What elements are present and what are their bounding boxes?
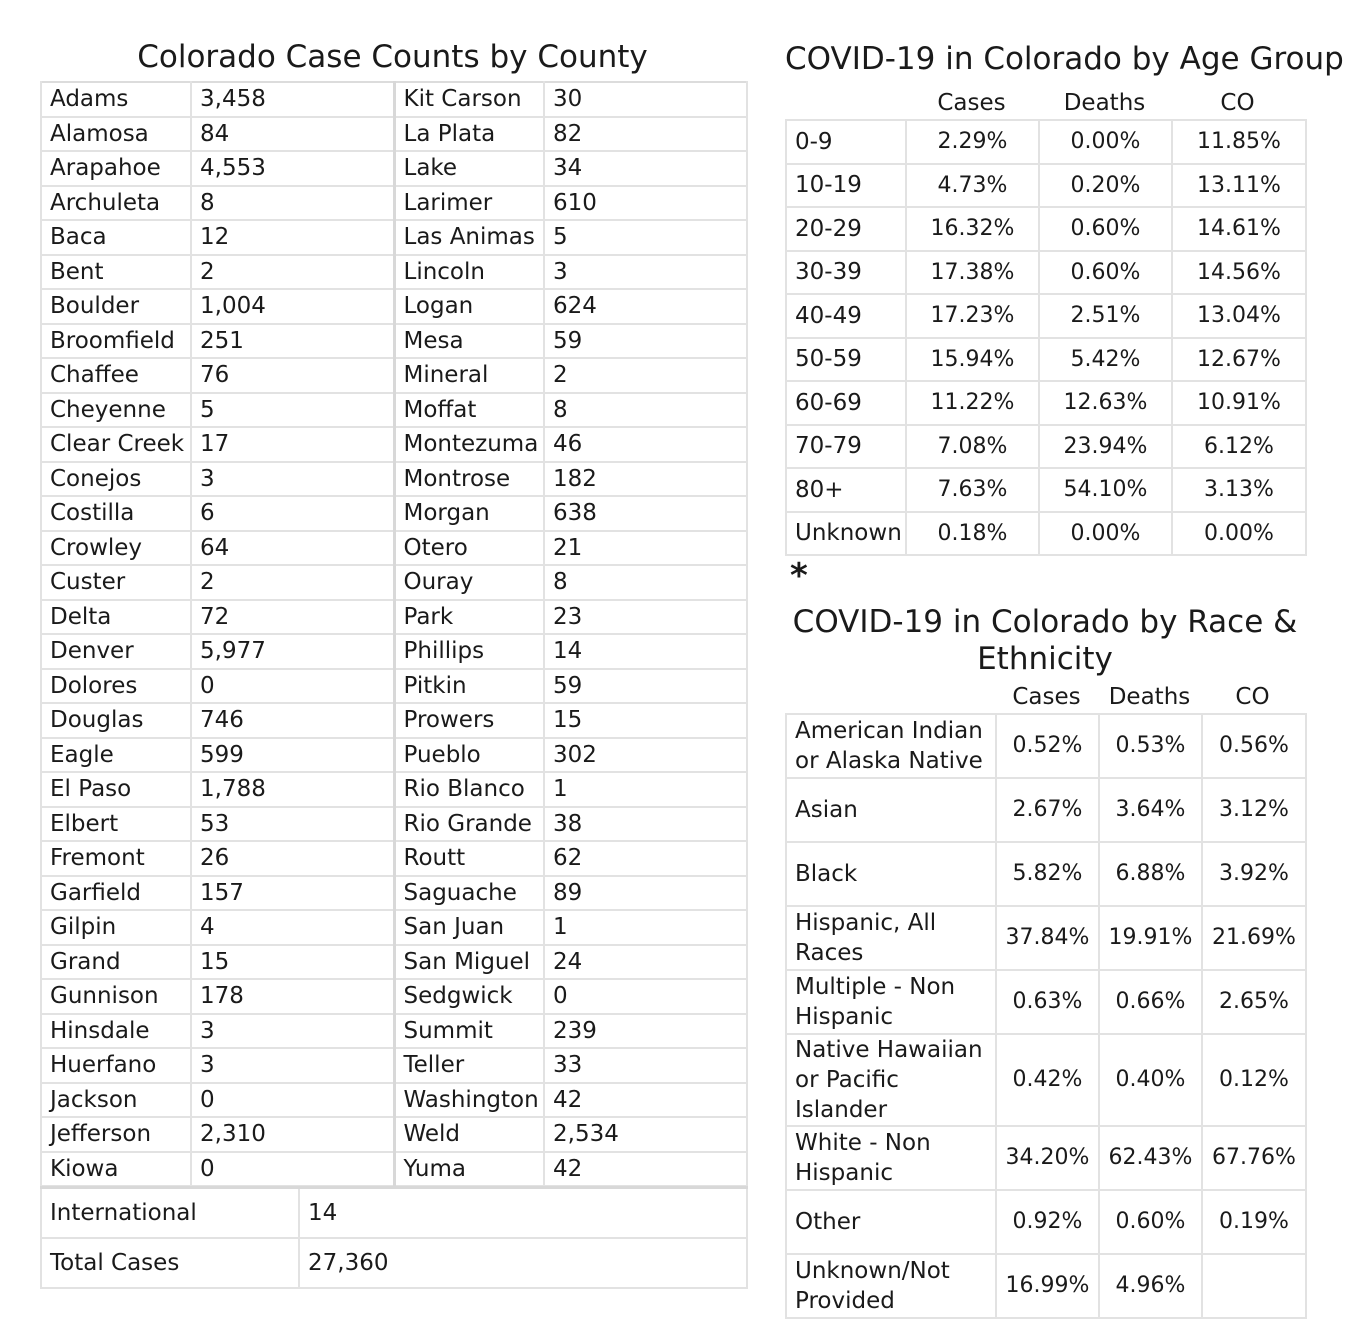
county-count-cell: 178 bbox=[191, 979, 394, 1014]
race-co-cell: 0.19% bbox=[1202, 1190, 1306, 1254]
age-co-cell: 11.85% bbox=[1172, 120, 1306, 164]
county-name-cell: Dolores bbox=[41, 669, 191, 704]
age-header-deaths: Deaths bbox=[1063, 90, 1146, 116]
table-row bbox=[41, 565, 747, 600]
county-name-cell: Rio Blanco bbox=[394, 772, 544, 807]
table-row bbox=[41, 289, 747, 324]
county-name-cell: Eagle bbox=[41, 738, 191, 773]
county-count-cell: 182 bbox=[544, 462, 747, 497]
county-name-cell: Larimer bbox=[394, 186, 544, 221]
race-header-co: CO bbox=[1235, 684, 1270, 710]
race-cases-cell: 2.67% bbox=[996, 778, 1099, 842]
county-count-cell: 624 bbox=[544, 289, 747, 324]
table-row bbox=[41, 186, 747, 221]
age-co-cell: 3.13% bbox=[1172, 468, 1306, 512]
county-name-cell: Mineral bbox=[394, 358, 544, 393]
race-group-cell: Native Hawaiian or Pacific Islander bbox=[786, 1034, 996, 1126]
county-count-cell: 2,534 bbox=[544, 1117, 747, 1152]
county-name-cell: Weld bbox=[394, 1117, 544, 1152]
county-count-cell: 251 bbox=[191, 324, 394, 359]
race-cases-cell: 5.82% bbox=[996, 842, 1099, 906]
county-count-cell: 746 bbox=[191, 703, 394, 738]
county-count-cell: 33 bbox=[544, 1048, 747, 1083]
table-row bbox=[786, 1034, 1306, 1126]
table-row bbox=[41, 634, 747, 669]
table-row bbox=[41, 979, 747, 1014]
table-row bbox=[41, 772, 747, 807]
asterisk-note: * bbox=[790, 556, 808, 596]
county-name-cell: Park bbox=[394, 600, 544, 635]
county-name-cell: Fremont bbox=[41, 841, 191, 876]
county-name-cell: Alamosa bbox=[41, 117, 191, 152]
table-row bbox=[41, 324, 747, 359]
table-row bbox=[786, 1190, 1306, 1254]
table-row bbox=[41, 807, 747, 842]
international-value: 14 bbox=[299, 1188, 747, 1239]
table-row bbox=[41, 841, 747, 876]
age-group-cell: 60-69 bbox=[786, 381, 906, 425]
table-row bbox=[786, 120, 1306, 164]
county-name-cell: Adams bbox=[41, 82, 191, 117]
table-row bbox=[41, 1048, 747, 1083]
county-name-cell: Cheyenne bbox=[41, 393, 191, 428]
county-name-cell: Conejos bbox=[41, 462, 191, 497]
age-group-cell: 30-39 bbox=[786, 251, 906, 295]
age-deaths-cell: 0.00% bbox=[1039, 120, 1172, 164]
age-cases-cell: 7.63% bbox=[906, 468, 1039, 512]
county-name-cell: Arapahoe bbox=[41, 151, 191, 186]
table-row bbox=[41, 669, 747, 704]
county-count-cell: 82 bbox=[544, 117, 747, 152]
county-count-cell: 42 bbox=[544, 1152, 747, 1187]
table-row bbox=[41, 1014, 747, 1049]
county-count-cell: 0 bbox=[191, 1152, 394, 1187]
county-count-cell: 2 bbox=[544, 358, 747, 393]
county-count-cell: 1 bbox=[544, 772, 747, 807]
total-cases-label: Total Cases bbox=[41, 1238, 299, 1288]
county-name-cell: El Paso bbox=[41, 772, 191, 807]
county-name-cell: Clear Creek bbox=[41, 427, 191, 462]
table-row bbox=[41, 910, 747, 945]
table-row bbox=[41, 358, 747, 393]
race-cases-cell: 0.92% bbox=[996, 1190, 1099, 1254]
county-count-cell: 12 bbox=[191, 220, 394, 255]
race-deaths-cell: 0.40% bbox=[1099, 1034, 1202, 1126]
table-row bbox=[41, 1188, 747, 1239]
age-group-cell: 80+ bbox=[786, 468, 906, 512]
race-table-title-line1: COVID-19 in Colorado by Race & bbox=[792, 604, 1298, 640]
county-count-cell: 5 bbox=[191, 393, 394, 428]
county-name-cell: Costilla bbox=[41, 496, 191, 531]
age-cases-cell: 16.32% bbox=[906, 207, 1039, 251]
table-row bbox=[41, 117, 747, 152]
total-cases-value: 27,360 bbox=[299, 1238, 747, 1288]
age-header-cases: Cases bbox=[937, 90, 1006, 116]
county-name-cell: Grand bbox=[41, 945, 191, 980]
county-count-cell: 239 bbox=[544, 1014, 747, 1049]
age-table bbox=[785, 119, 1307, 556]
county-count-cell: 72 bbox=[191, 600, 394, 635]
county-count-cell: 64 bbox=[191, 531, 394, 566]
county-count-cell: 38 bbox=[544, 807, 747, 842]
county-name-cell: Broomfield bbox=[41, 324, 191, 359]
county-table bbox=[40, 81, 748, 1187]
age-co-cell: 13.11% bbox=[1172, 164, 1306, 208]
age-deaths-cell: 0.20% bbox=[1039, 164, 1172, 208]
county-name-cell: Morgan bbox=[394, 496, 544, 531]
county-count-cell: 24 bbox=[544, 945, 747, 980]
county-name-cell: Crowley bbox=[41, 531, 191, 566]
table-row bbox=[786, 842, 1306, 906]
age-group-cell: 70-79 bbox=[786, 425, 906, 469]
county-count-cell: 15 bbox=[544, 703, 747, 738]
age-deaths-cell: 5.42% bbox=[1039, 338, 1172, 382]
county-count-cell: 46 bbox=[544, 427, 747, 462]
county-count-cell: 8 bbox=[544, 565, 747, 600]
age-co-cell: 0.00% bbox=[1172, 512, 1306, 556]
table-row bbox=[786, 164, 1306, 208]
county-count-cell: 2,310 bbox=[191, 1117, 394, 1152]
table-row bbox=[786, 1126, 1306, 1190]
county-count-cell: 3 bbox=[191, 1048, 394, 1083]
age-cases-cell: 7.08% bbox=[906, 425, 1039, 469]
county-count-cell: 3 bbox=[191, 1014, 394, 1049]
age-co-cell: 13.04% bbox=[1172, 294, 1306, 338]
age-group-cell: 40-49 bbox=[786, 294, 906, 338]
age-deaths-cell: 23.94% bbox=[1039, 425, 1172, 469]
table-row bbox=[41, 1152, 747, 1187]
table-row bbox=[41, 462, 747, 497]
county-count-cell: 59 bbox=[544, 324, 747, 359]
table-row bbox=[786, 906, 1306, 970]
county-count-cell: 6 bbox=[191, 496, 394, 531]
table-row bbox=[41, 945, 747, 980]
race-co-cell: 3.92% bbox=[1202, 842, 1306, 906]
race-group-cell: Multiple - Non Hispanic bbox=[786, 970, 996, 1034]
table-row bbox=[786, 207, 1306, 251]
table-row bbox=[786, 512, 1306, 556]
county-count-cell: 3 bbox=[544, 255, 747, 290]
age-co-cell: 14.56% bbox=[1172, 251, 1306, 295]
county-name-cell: Bent bbox=[41, 255, 191, 290]
table-row bbox=[41, 1083, 747, 1118]
table-row bbox=[41, 600, 747, 635]
county-name-cell: Jackson bbox=[41, 1083, 191, 1118]
age-deaths-cell: 0.60% bbox=[1039, 251, 1172, 295]
table-row bbox=[41, 82, 747, 117]
race-co-cell: 3.12% bbox=[1202, 778, 1306, 842]
county-name-cell: Pitkin bbox=[394, 669, 544, 704]
county-count-cell: 5,977 bbox=[191, 634, 394, 669]
county-name-cell: Phillips bbox=[394, 634, 544, 669]
county-name-cell: Las Animas bbox=[394, 220, 544, 255]
table-row bbox=[786, 381, 1306, 425]
race-cases-cell: 0.63% bbox=[996, 970, 1099, 1034]
age-table-title: COVID-19 in Colorado by Age Group bbox=[785, 41, 1344, 77]
county-count-cell: 76 bbox=[191, 358, 394, 393]
race-cases-cell: 0.42% bbox=[996, 1034, 1099, 1126]
county-count-cell: 0 bbox=[544, 979, 747, 1014]
county-count-cell: 638 bbox=[544, 496, 747, 531]
race-deaths-cell: 0.66% bbox=[1099, 970, 1202, 1034]
county-count-cell: 1,004 bbox=[191, 289, 394, 324]
county-count-cell: 2 bbox=[191, 565, 394, 600]
county-table-title: Colorado Case Counts by County bbox=[137, 39, 648, 75]
county-name-cell: Chaffee bbox=[41, 358, 191, 393]
race-table-title-line2: Ethnicity bbox=[977, 641, 1113, 677]
race-group-cell: American Indian or Alaska Native bbox=[786, 714, 996, 778]
age-co-cell: 12.67% bbox=[1172, 338, 1306, 382]
age-group-cell: 50-59 bbox=[786, 338, 906, 382]
race-cases-cell: 34.20% bbox=[996, 1126, 1099, 1190]
table-row bbox=[786, 425, 1306, 469]
county-name-cell: Routt bbox=[394, 841, 544, 876]
county-name-cell: Washington bbox=[394, 1083, 544, 1118]
race-deaths-cell: 62.43% bbox=[1099, 1126, 1202, 1190]
county-count-cell: 302 bbox=[544, 738, 747, 773]
county-name-cell: Delta bbox=[41, 600, 191, 635]
age-cases-cell: 17.38% bbox=[906, 251, 1039, 295]
race-cases-cell: 37.84% bbox=[996, 906, 1099, 970]
race-deaths-cell: 0.60% bbox=[1099, 1190, 1202, 1254]
race-deaths-cell: 3.64% bbox=[1099, 778, 1202, 842]
county-name-cell: Elbert bbox=[41, 807, 191, 842]
race-co-cell bbox=[1202, 1254, 1306, 1318]
age-group-cell: Unknown bbox=[786, 512, 906, 556]
table-row bbox=[786, 714, 1306, 778]
table-row bbox=[41, 496, 747, 531]
table-row bbox=[41, 220, 747, 255]
table-row bbox=[786, 970, 1306, 1034]
county-count-cell: 30 bbox=[544, 82, 747, 117]
age-header-co: CO bbox=[1220, 90, 1255, 116]
county-name-cell: Yuma bbox=[394, 1152, 544, 1187]
table-row bbox=[41, 255, 747, 290]
race-co-cell: 0.12% bbox=[1202, 1034, 1306, 1126]
county-count-cell: 3 bbox=[191, 462, 394, 497]
county-count-cell: 15 bbox=[191, 945, 394, 980]
age-cases-cell: 15.94% bbox=[906, 338, 1039, 382]
table-row bbox=[786, 338, 1306, 382]
table-row bbox=[786, 468, 1306, 512]
county-count-cell: 42 bbox=[544, 1083, 747, 1118]
table-row bbox=[41, 151, 747, 186]
county-name-cell: Denver bbox=[41, 634, 191, 669]
race-co-cell: 0.56% bbox=[1202, 714, 1306, 778]
county-name-cell: La Plata bbox=[394, 117, 544, 152]
county-count-cell: 599 bbox=[191, 738, 394, 773]
table-row bbox=[786, 251, 1306, 295]
age-cases-cell: 2.29% bbox=[906, 120, 1039, 164]
table-row bbox=[41, 1238, 747, 1288]
age-deaths-cell: 2.51% bbox=[1039, 294, 1172, 338]
age-cases-cell: 17.23% bbox=[906, 294, 1039, 338]
county-name-cell: San Miguel bbox=[394, 945, 544, 980]
county-count-cell: 62 bbox=[544, 841, 747, 876]
age-deaths-cell: 12.63% bbox=[1039, 381, 1172, 425]
county-name-cell: Montrose bbox=[394, 462, 544, 497]
county-name-cell: Custer bbox=[41, 565, 191, 600]
county-name-cell: Jefferson bbox=[41, 1117, 191, 1152]
county-count-cell: 17 bbox=[191, 427, 394, 462]
county-count-cell: 21 bbox=[544, 531, 747, 566]
race-group-cell: Unknown/Not Provided bbox=[786, 1254, 996, 1318]
race-group-cell: Hispanic, All Races bbox=[786, 906, 996, 970]
county-name-cell: Lincoln bbox=[394, 255, 544, 290]
county-name-cell: Archuleta bbox=[41, 186, 191, 221]
county-count-cell: 157 bbox=[191, 876, 394, 911]
race-cases-cell: 16.99% bbox=[996, 1254, 1099, 1318]
county-count-cell: 5 bbox=[544, 220, 747, 255]
county-name-cell: Boulder bbox=[41, 289, 191, 324]
age-group-cell: 20-29 bbox=[786, 207, 906, 251]
race-co-cell: 2.65% bbox=[1202, 970, 1306, 1034]
race-deaths-cell: 4.96% bbox=[1099, 1254, 1202, 1318]
county-name-cell: Douglas bbox=[41, 703, 191, 738]
race-table bbox=[785, 713, 1307, 1319]
county-name-cell: Otero bbox=[394, 531, 544, 566]
county-count-cell: 1 bbox=[544, 910, 747, 945]
county-name-cell: Rio Grande bbox=[394, 807, 544, 842]
table-row bbox=[41, 876, 747, 911]
county-name-cell: Teller bbox=[394, 1048, 544, 1083]
county-name-cell: Huerfano bbox=[41, 1048, 191, 1083]
county-count-cell: 26 bbox=[191, 841, 394, 876]
county-count-cell: 53 bbox=[191, 807, 394, 842]
county-count-cell: 1,788 bbox=[191, 772, 394, 807]
international-label: International bbox=[41, 1188, 299, 1239]
county-name-cell: Moffat bbox=[394, 393, 544, 428]
race-deaths-cell: 0.53% bbox=[1099, 714, 1202, 778]
race-group-cell: Other bbox=[786, 1190, 996, 1254]
county-count-cell: 610 bbox=[544, 186, 747, 221]
county-name-cell: Baca bbox=[41, 220, 191, 255]
age-co-cell: 14.61% bbox=[1172, 207, 1306, 251]
age-cases-cell: 11.22% bbox=[906, 381, 1039, 425]
race-cases-cell: 0.52% bbox=[996, 714, 1099, 778]
county-count-cell: 4 bbox=[191, 910, 394, 945]
county-name-cell: Gilpin bbox=[41, 910, 191, 945]
table-row bbox=[41, 427, 747, 462]
race-group-cell: Asian bbox=[786, 778, 996, 842]
county-count-cell: 4,553 bbox=[191, 151, 394, 186]
race-co-cell: 21.69% bbox=[1202, 906, 1306, 970]
county-name-cell: Kit Carson bbox=[394, 82, 544, 117]
race-group-cell: Black bbox=[786, 842, 996, 906]
county-count-cell: 3,458 bbox=[191, 82, 394, 117]
county-name-cell: Lake bbox=[394, 151, 544, 186]
county-count-cell: 34 bbox=[544, 151, 747, 186]
table-row bbox=[786, 294, 1306, 338]
county-name-cell: Prowers bbox=[394, 703, 544, 738]
table-row bbox=[41, 738, 747, 773]
county-count-cell: 23 bbox=[544, 600, 747, 635]
county-name-cell: Mesa bbox=[394, 324, 544, 359]
age-deaths-cell: 0.60% bbox=[1039, 207, 1172, 251]
county-count-cell: 8 bbox=[191, 186, 394, 221]
table-row bbox=[786, 1254, 1306, 1318]
county-count-cell: 0 bbox=[191, 669, 394, 704]
county-name-cell: Summit bbox=[394, 1014, 544, 1049]
age-group-cell: 10-19 bbox=[786, 164, 906, 208]
table-row bbox=[41, 1117, 747, 1152]
age-group-cell: 0-9 bbox=[786, 120, 906, 164]
county-name-cell: San Juan bbox=[394, 910, 544, 945]
race-header-cases: Cases bbox=[1012, 684, 1081, 710]
age-deaths-cell: 54.10% bbox=[1039, 468, 1172, 512]
county-count-cell: 8 bbox=[544, 393, 747, 428]
age-co-cell: 6.12% bbox=[1172, 425, 1306, 469]
age-deaths-cell: 0.00% bbox=[1039, 512, 1172, 556]
race-deaths-cell: 19.91% bbox=[1099, 906, 1202, 970]
county-name-cell: Saguache bbox=[394, 876, 544, 911]
county-name-cell: Kiowa bbox=[41, 1152, 191, 1187]
totals-table bbox=[40, 1186, 748, 1289]
age-cases-cell: 0.18% bbox=[906, 512, 1039, 556]
county-count-cell: 59 bbox=[544, 669, 747, 704]
age-co-cell: 10.91% bbox=[1172, 381, 1306, 425]
county-name-cell: Sedgwick bbox=[394, 979, 544, 1014]
county-count-cell: 14 bbox=[544, 634, 747, 669]
race-deaths-cell: 6.88% bbox=[1099, 842, 1202, 906]
county-name-cell: Gunnison bbox=[41, 979, 191, 1014]
county-name-cell: Ouray bbox=[394, 565, 544, 600]
table-row bbox=[786, 778, 1306, 842]
county-count-cell: 0 bbox=[191, 1083, 394, 1118]
county-name-cell: Montezuma bbox=[394, 427, 544, 462]
race-group-cell: White - Non Hispanic bbox=[786, 1126, 996, 1190]
county-name-cell: Pueblo bbox=[394, 738, 544, 773]
table-row bbox=[41, 393, 747, 428]
county-count-cell: 84 bbox=[191, 117, 394, 152]
county-count-cell: 2 bbox=[191, 255, 394, 290]
table-row bbox=[41, 703, 747, 738]
table-row bbox=[41, 531, 747, 566]
age-cases-cell: 4.73% bbox=[906, 164, 1039, 208]
county-count-cell: 89 bbox=[544, 876, 747, 911]
county-name-cell: Hinsdale bbox=[41, 1014, 191, 1049]
county-name-cell: Logan bbox=[394, 289, 544, 324]
race-header-deaths: Deaths bbox=[1108, 684, 1191, 710]
county-name-cell: Garfield bbox=[41, 876, 191, 911]
race-co-cell: 67.76% bbox=[1202, 1126, 1306, 1190]
